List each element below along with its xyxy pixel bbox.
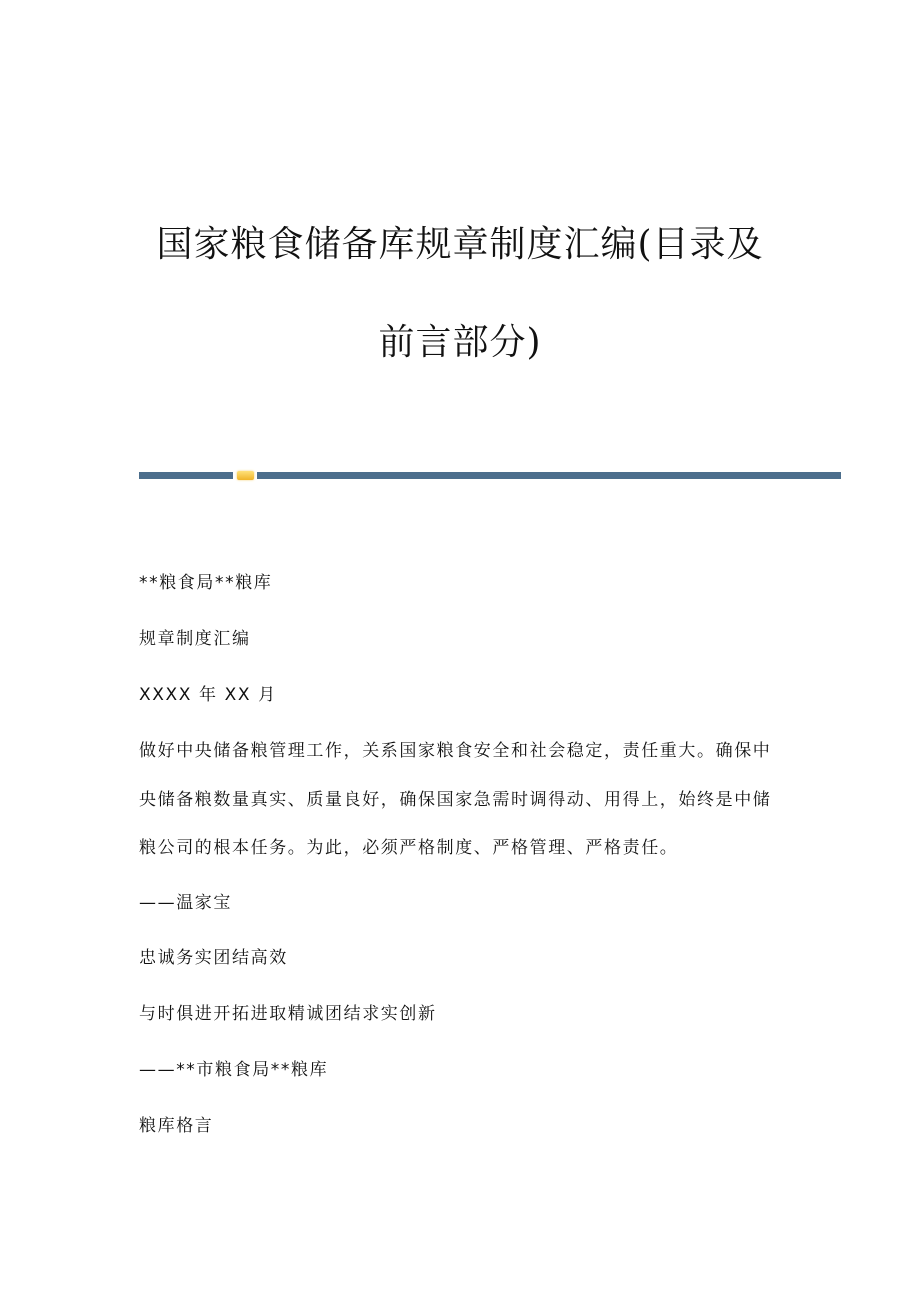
- section-heading: 粮库格言: [139, 1116, 214, 1136]
- organization-name: **粮食局**粮库: [139, 573, 273, 593]
- quote-line: 粮公司的根本任务。为此，必须严格制度、严格管理、严格责任。: [139, 838, 679, 858]
- divider-bar-right: [257, 472, 841, 479]
- motto: 与时俱进开拓进取精诚团结求实创新: [139, 1004, 437, 1024]
- quote-author: ——温家宝: [139, 893, 232, 913]
- motto-author: ——**市粮食局**粮库: [139, 1060, 329, 1080]
- decorative-divider: [139, 471, 841, 481]
- date: XXXX 年 XX 月: [139, 685, 277, 705]
- quote-line: 央储备粮数量真实、质量良好，确保国家急需时调得动、用得上，始终是中储: [139, 790, 772, 810]
- gold-ornament-icon: [237, 471, 254, 480]
- quote-line: 做好中央储备粮管理工作，关系国家粮食安全和社会稳定，责任重大。确保中: [139, 741, 772, 761]
- subtitle: 规章制度汇编: [139, 629, 251, 649]
- document-title-line2: 前言部分): [378, 322, 542, 363]
- motto: 忠诚务实团结高效: [139, 948, 288, 968]
- divider-bar-left: [139, 472, 233, 479]
- document-title-line1: 国家粮食储备库规章制度汇编(目录及: [156, 224, 764, 265]
